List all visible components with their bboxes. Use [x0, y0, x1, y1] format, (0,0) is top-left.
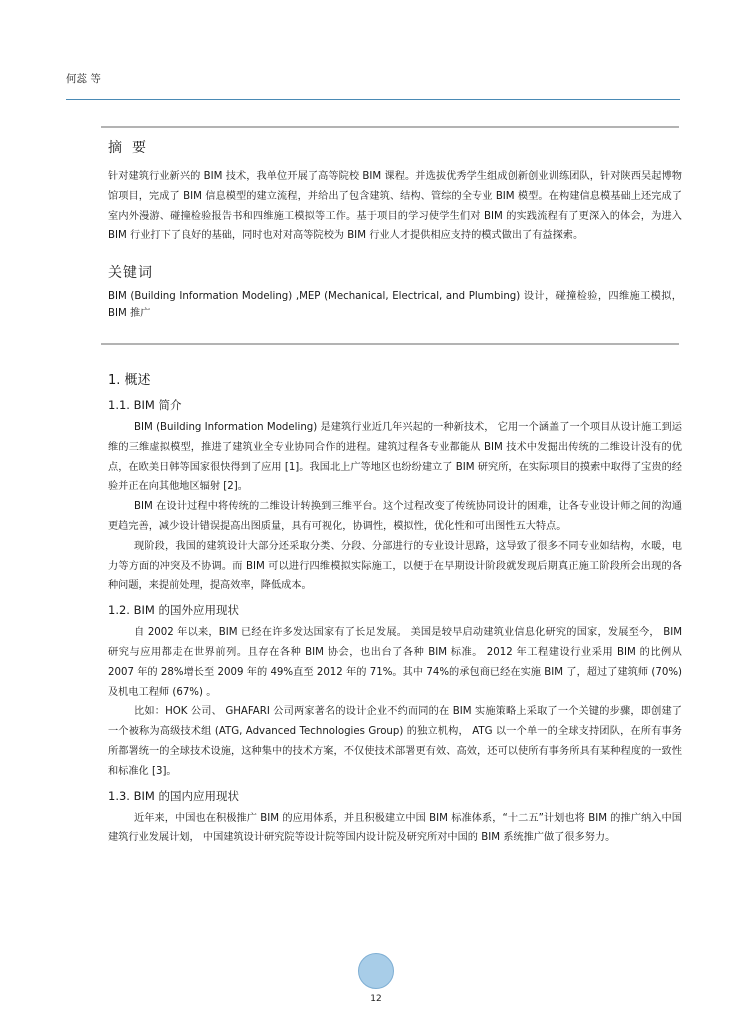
abstract-box-top-rule [101, 126, 679, 128]
abstract-title: 摘要 [108, 140, 156, 156]
section-1-1-paragraph-1: BIM (Building Information Modeling) 是建筑行业近几年兴起的一种新技术， 它用一个涵盖了一个项目从设计施工到运维的三维虚拟模型，推进了建筑业全专业协同合作的进程。建筑过程各专业都能从 BIM 技术中发掘出传统的二维设计没有的优点，在欧美日韩等国家很快得到了应用 [1]。我国北上广等地区也纷纷建立了 BIM 研究所，在实际项目的摸索中取得了宝贵的经验并正在向其他地区辐射 [2]。 [108, 422, 682, 493]
section-1-3-title: 1.3. BIM 的国内应用现状 [108, 788, 239, 803]
section-1-2-paragraph-2: 比如：HOK 公司、 GHAFARI 公司两家著名的设计企业不约而同的在 BIM 实施策略上采取了一个关键的步骤，即创建了一个被称为高级技术组 (ATG, Advanced Technologies Group) 的独立机构， ATG 以一个单一的全球支持团队，在所有事务所都署统一的全球技术设施，这种集中的技术方案，不仅使技术部署更有效、高效，还可以使所有事务所具有某种程度的一致性和标准化 [3]。 [108, 706, 682, 777]
section-1-title: 1. 概述 [108, 373, 151, 388]
abstract-box-bottom-rule [101, 343, 679, 345]
keywords-text: BIM (Building Information Modeling) ,MEP (Mechanical, Electrical, and Plumbing) 设计，碰撞检验，四维施工模拟， BIM 推广 [108, 291, 682, 319]
section-1-1-paragraph-3: 现阶段，我国的建筑设计大部分还采取分类、分段、分部进行的专业设计思路，这导致了很多不同专业如结构，水暖，电力等方面的冲突及不协调。而 BIM 可以进行四维模拟实际施工，以便于在早期设计阶段就发现后期真正施工阶段所会出现的各种问题，来提前处理，提高效率，降低成本。 [108, 540, 682, 592]
page-number: 12 [370, 994, 382, 1004]
header-author: 何蕊 等 [66, 73, 101, 85]
section-1-2-paragraph-1: 自 2002 年以来，BIM 已经在许多发达国家有了长足发展。 美国是较早启动建筑业信息化研究的国家，发展至今， BIM 研究与应用都走在世界前列。且存在各种 BIM 协会，也出台了各种 BIM 标准。 2012 年工程建设行业采用 BIM 的比例从 2007 年的 28%增长至 2009 年的 49%直至 2012 年的 71%。其中 74%的承包商已经在实施 BIM 了，超过了建筑师 (70%) 及机电工程师 (67%) 。 [108, 627, 682, 698]
section-1-1-paragraph-2: BIM 在设计过程中将传统的二维设计转换到三维平台。这个过程改变了传统协同设计的困难，让各专业设计师之间的沟通更趋完善，减少设计错误提高出图质量，具有可视化，协调性，模拟性，优化性和可出图性五大特点。 [108, 501, 682, 532]
abstract-box [108, 137, 682, 322]
page-number-circle [358, 953, 394, 989]
section-1-1-title: 1.1. BIM 简介 [108, 398, 182, 412]
header-rule [66, 99, 680, 100]
keywords-title: 关键词 [108, 265, 153, 282]
section-overview [108, 369, 682, 848]
abstract-text: 针对建筑行业新兴的 BIM 技术，我单位开展了高等院校 BIM 课程。并选拔优秀学生组成创新创业训练团队，针对陕西吴起博物馆项目，完成了 BIM 信息模型的建立流程，并给出了包含建筑、结构、管综的全专业 BIM 模型。在构建信息模基础上还完成了室内外漫游、碰撞检验报告书和四维施工模拟等工作。基于项目的学习使学生们对 BIM 的实践流程有了更深入的体会，为进入 BIM 行业打下了良好的基础，同时也对对高等院校为 BIM 行业人才提供相应支持的模式做出了有益探索。 [108, 171, 682, 242]
section-1-3-paragraph-1: 近年来，中国也在积极推广 BIM 的应用体系，并且积极建立中国 BIM 标准体系，“十二五”计划也将 BIM 的推广纳入中国建筑行业发展计划， 中国建筑设计研究院等设计院等国内设计院及研究所对中国的 BIM 系统推广做了很多努力。 [108, 812, 682, 844]
section-1-2-title: 1.2. BIM 的国外应用现状 [108, 603, 239, 618]
